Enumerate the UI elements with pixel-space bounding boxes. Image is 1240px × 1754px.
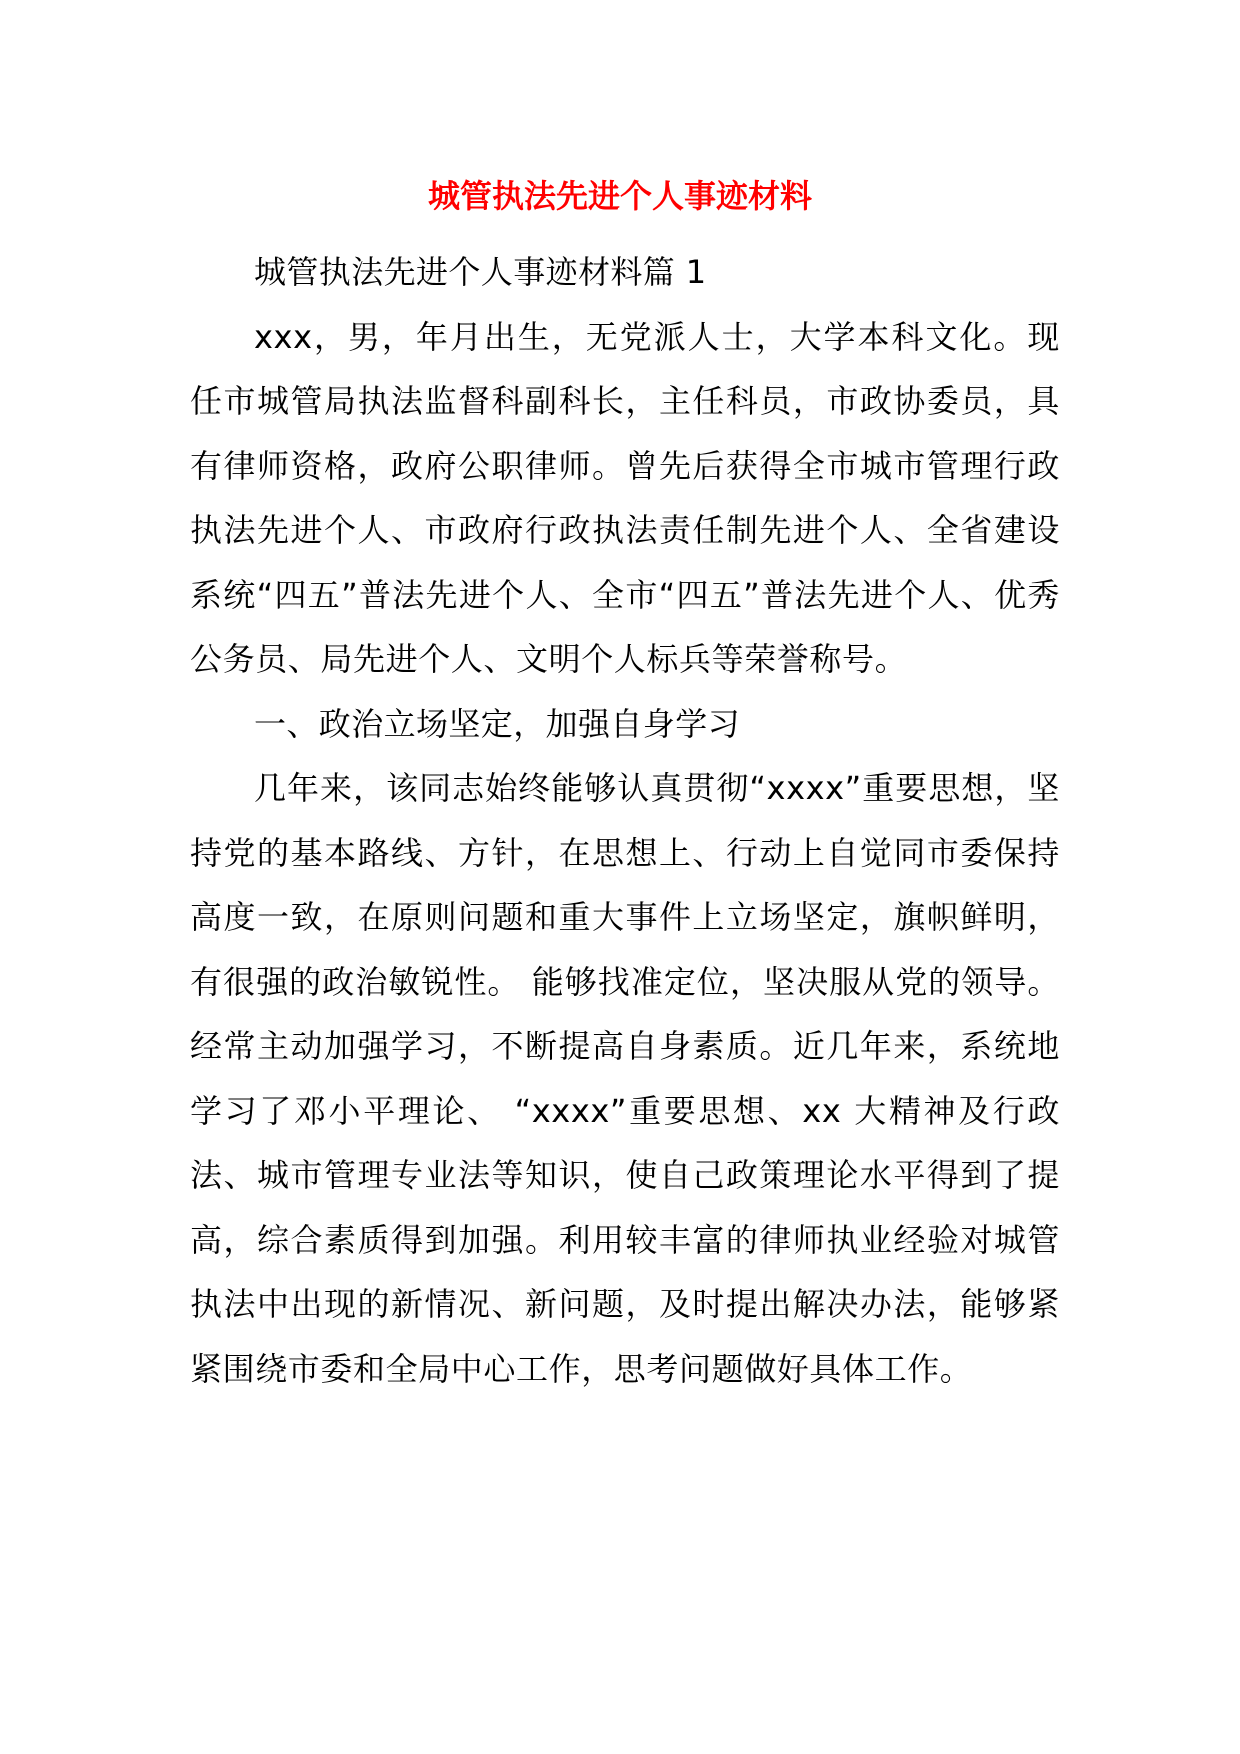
section-heading: 城管执法先进个人事迹材料篇 1: [254, 253, 707, 291]
paragraph-politics: 几年来，该同志始终能够认真贯彻“xxxx”重要思想，坚持党的基本路线、方针，在思想上、行动上自觉同市委保持高度一致，在原则问题和重大事件上立场坚定，旗帜鲜明，有很强的政治敏锐性。 能够找准定位，坚决服从党的领导。经常主动加强学习，不断提高自身素质。近几年来，系统地 学习了邓小平理论、 “xxxx”重要思想、xx 大精神及行政法、城市管理专业法等知识，使自己政策理论水平得到了提高，综合素质得到加强。利用较丰富的律师执业经验对城管执法中出现的新情况、新问题，及时提出解决办法，能够紧紧围绕市委和全局中心工作，思考问题做好具体工作。: [190, 769, 1060, 1388]
subsection-heading: 一、政治立场坚定，加强自身学习: [254, 704, 741, 743]
paragraph-intro: xxx，男，年月出生，无党派人士，大学本科文化。现任市城管局执法监督科副科长，主任科员，市政协委员，具有律师资格，政府公职律师。曾先后获得全市城市管理行政执法先进个人、市政府行政执法责任制先进个人、全省建设系统“四五”普法先进个人、全市“四五”普法先进个人、优秀公务员、局先进个人、文明个人标兵等荣誉称号。: [190, 317, 1060, 678]
document-title: 城管执法先进个人事迹材料: [427, 177, 812, 215]
document-body: [190, 240, 1060, 1401]
